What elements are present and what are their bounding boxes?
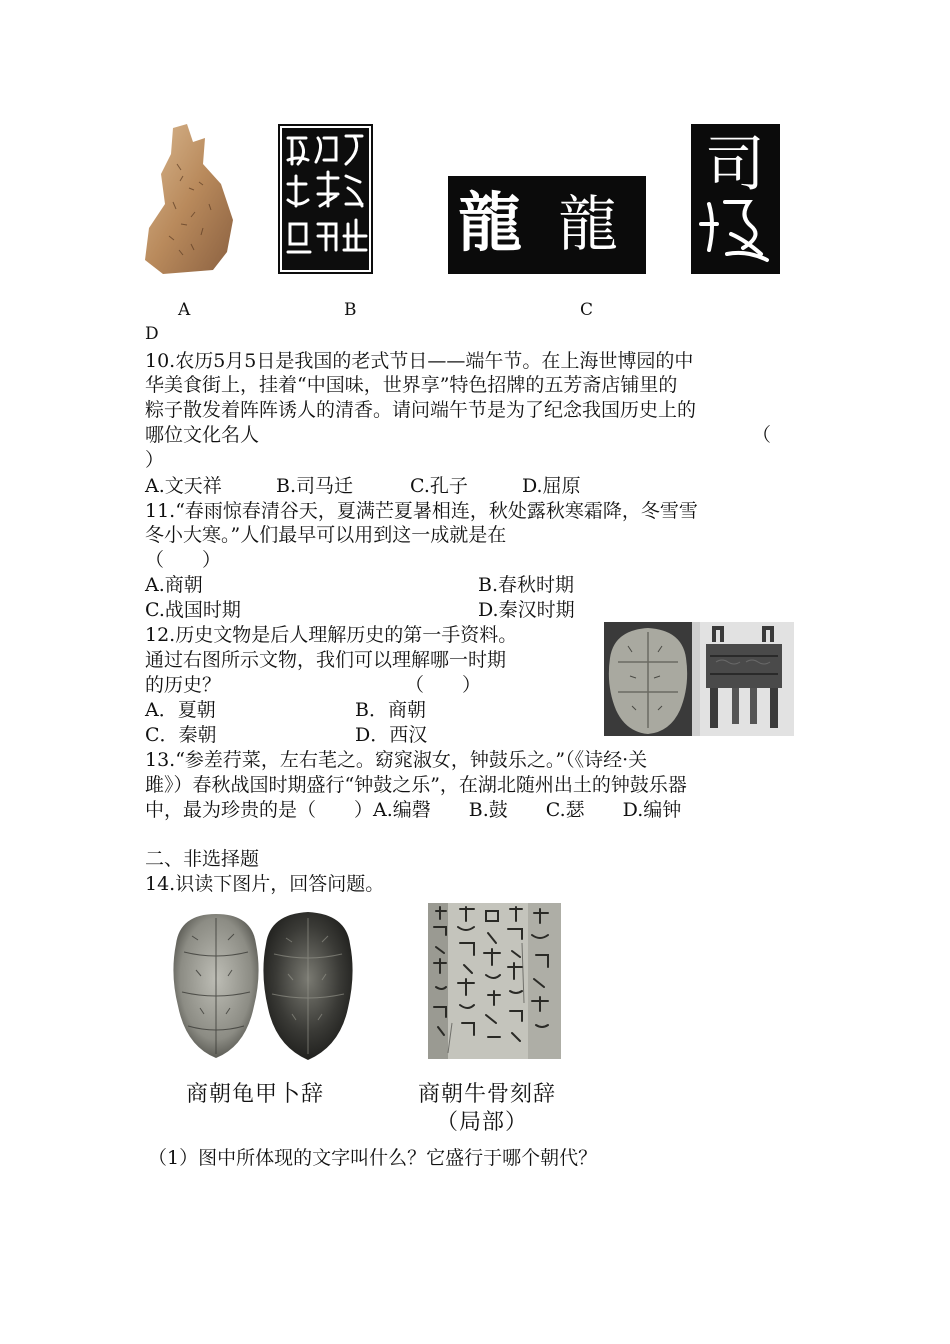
q11-option-a: A.商朝 (145, 574, 203, 596)
oracle-bone-fragment-image-a (143, 124, 235, 274)
q11-option-d: D.秦汉时期 (478, 599, 575, 621)
q11-option-c: C.战国时期 (145, 599, 241, 621)
q10-paren-close: ） (145, 449, 165, 471)
q12-option-b: B．商朝 (355, 699, 426, 721)
cursive-glyph: 司 (705, 130, 765, 200)
q12-option-a: A．夏朝 (145, 699, 216, 721)
cursive-script-image-d (691, 124, 780, 274)
q11-option-b: B.春秋时期 (478, 574, 575, 596)
q12-artifact-photo (604, 622, 794, 736)
q11-line-1: 11.“春雨惊春清谷天，夏满芒夏暑相连，秋处露秋寒霜降，冬雪雪 (145, 500, 698, 522)
calligraphy-long-glyph-2: 龍 (558, 190, 618, 260)
section2-heading: 二、非选择题 (145, 848, 260, 870)
option-label-d: D (145, 324, 159, 344)
q10-line-3: 粽子散发着阵阵诱人的清香。请问端午节是为了纪念我国历史上的 (145, 399, 697, 421)
q12-option-d: D．西汉 (355, 724, 428, 746)
q10-option-b: B.司马迁 (276, 475, 354, 497)
q14-sub-question-1: （1）图中所体现的文字叫什么？它盛行于哪个朝代？ (148, 1147, 598, 1169)
shang-ox-bone-photo (428, 903, 561, 1059)
q10-option-d: D.屈原 (522, 475, 581, 497)
caption-turtle-shell: 商朝龟甲卜辞 (186, 1082, 325, 1107)
q13-line-3: 中，最为珍贵的是（ ）A.编磬 B.鼓 C.瑟 D.编钟 (145, 799, 682, 821)
q10-option-a: A.文天祥 (145, 475, 222, 497)
caption-ox-bone-partial: （局部） (436, 1110, 529, 1135)
caption-ox-bone: 商朝牛骨刻辞 (418, 1082, 557, 1107)
q14-prompt: 14.识读下图片，回答问题。 (145, 873, 385, 895)
q10-paren-open: （ (752, 424, 772, 446)
q11-line-3: （ ） (145, 549, 222, 571)
option-label-b: B (344, 300, 357, 320)
calligraphy-long-glyph-1: 龍 (458, 187, 522, 261)
q13-line-1: 13.“参差荇菜，左右芼之。窈窕淑女，钟鼓乐之。”（《诗经·关 (145, 749, 648, 771)
q10-line-1: 10.农历5月5日是我国的老式节日——端午节。在上海世博园的中 (145, 350, 694, 372)
q12-paren: （ ） (405, 674, 482, 696)
q12-line-2: 通过右图所示文物，我们可以理解哪一时期 (145, 649, 507, 671)
q12-line-3: 的历史？ (145, 674, 222, 696)
shang-turtle-shell-photo (170, 908, 356, 1063)
q10-line-4: 哪位文化名人 (145, 424, 260, 446)
q11-line-2: 冬小大寒。”人们最早可以用到这一成就是在 (145, 524, 507, 546)
q12-option-c: C．秦朝 (145, 724, 217, 746)
q10-line-2: 华美食街上，挂着“中国味，世界享”特色招牌的五芳斋店铺里的 (145, 374, 678, 396)
q12-line-1: 12.历史文物是后人理解历史的第一手资料。 (145, 624, 518, 646)
q13-line-2: 雎》）春秋战国时期盛行“钟鼓之乐”，在湖北随州出土的钟鼓乐器 (145, 774, 687, 796)
option-label-c: C (580, 300, 594, 320)
q10-option-c: C.孔子 (410, 475, 468, 497)
seal-script-image-b (278, 124, 373, 274)
option-label-a: A (178, 300, 191, 320)
calligraphy-long-image-c (448, 176, 646, 274)
